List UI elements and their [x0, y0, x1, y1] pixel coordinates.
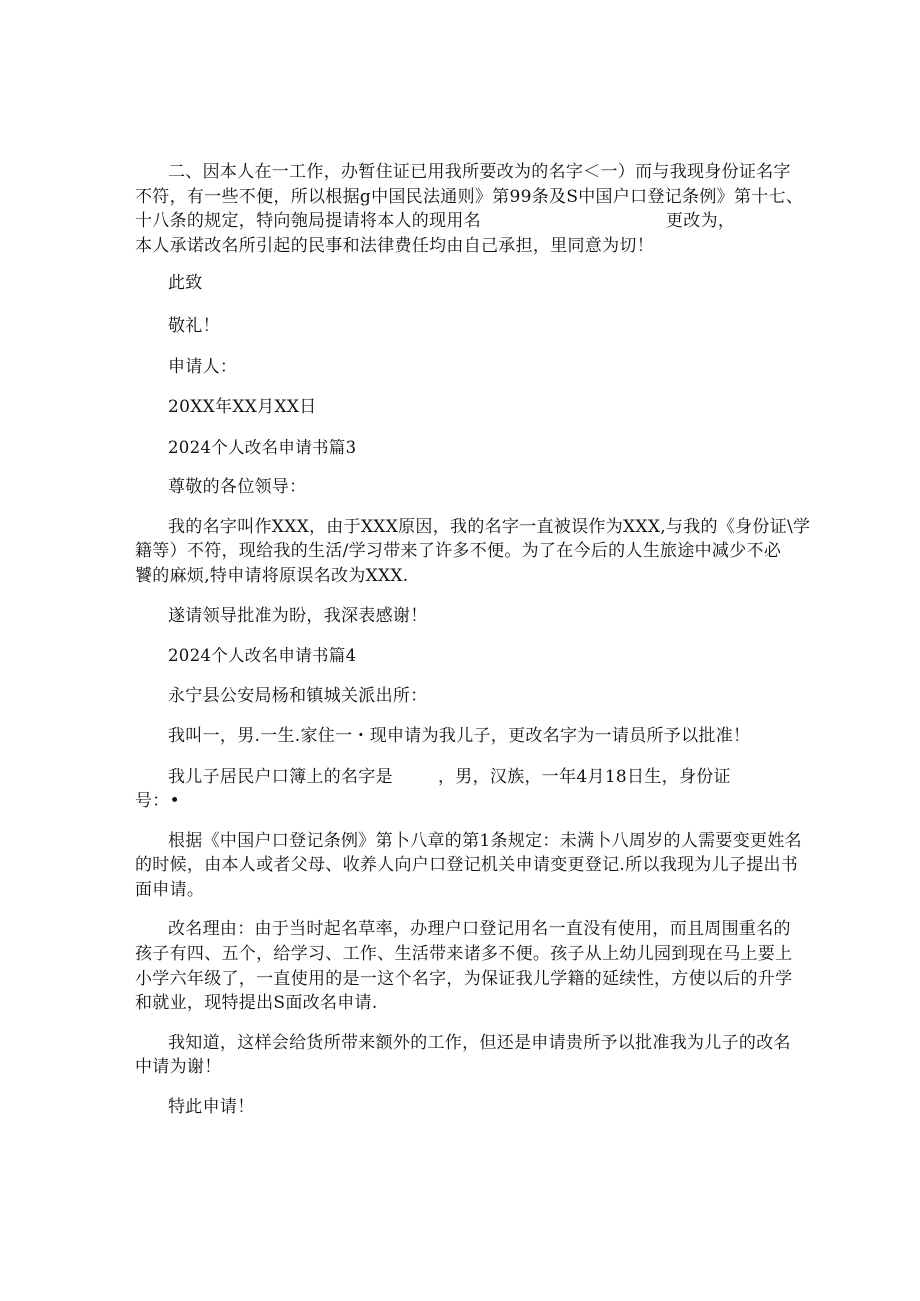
paragraph-line: 改名理由：由于当时起名草率，办理户口登记用名一直没有使用，而且周围重名的 [168, 919, 791, 939]
paragraph-line: 我叫一，男.一生.家住一・现申请为我儿子，更改名字为一请员所予以批准！ [168, 726, 751, 746]
paragraph-line: 十八条的规定，特向匏局提请将本人的现用名 [135, 211, 481, 231]
paragraph-line: 籍等）不符，现给我的生活/学习带来了许多不便。为了在今后的人生旅途中减少不必 [135, 541, 782, 561]
paragraph-line: 遂请领导批准为盼，我深表感谢！ [168, 606, 428, 626]
date-line: 20XX年XX月XX日 [168, 397, 317, 417]
paragraph-line: 小学六年级了，一直使用的是一这个名字，为保证我儿学籍的延续性，方使以后的升学 [135, 969, 793, 989]
paragraph-line: 根据《中国户口登记条例》第卜八章的第1条规定：未满卜八周岁的人需要变更姓名 [168, 831, 802, 851]
paragraph-line: 我儿子居民户口簿上的名字是 [168, 767, 393, 787]
paragraph-line: 本人承诺改名所引起的民事和法律费任均由自己承担，里同意为切！ [135, 236, 654, 256]
addressee: 永宁县公安局杨和镇城关派出所： [168, 686, 428, 706]
paragraph-line: 孩子有四、五个，给学习、工作、生活带来诸多不便。孩子从上幼儿园到现在马上要上 [135, 944, 793, 964]
closing-line: 特此申请！ [168, 1097, 255, 1117]
paragraph-line: ，男，汉族，一年4月18日生，身份证 [438, 767, 731, 787]
paragraph-line: 二、因本人在一工作，办暂住证已用我所要改为的名字＜一）而与我现身份证名字 [168, 162, 791, 182]
paragraph-line: 和就业，现特提出S面改名申请. [135, 993, 378, 1013]
paragraph-line: 号：• [135, 791, 180, 811]
paragraph-line: 我的名字叫作XXX，由于XXX原因，我的名字一直被误作为XXX,与我的《身份证\学 [168, 517, 811, 537]
paragraph-line: 面申请。 [135, 880, 205, 900]
paragraph-line: 更改为， [666, 211, 736, 231]
applicant-label: 申请人： [168, 357, 238, 377]
closing-respect: 敬礼！ [168, 316, 220, 336]
paragraph-line: 不符，有一些不便，所以根据g中国民法通则》第99条及S中国户口登记条例》第十七、 [135, 187, 804, 207]
section-heading: 2024个人改名申请书篇3 [168, 438, 357, 457]
greeting: 尊敬的各位领导： [168, 477, 307, 497]
paragraph-line: 饕的麻烦,特申请将原误名改为XXX. [135, 566, 409, 586]
section-heading: 2024个人改名申请书篇4 [168, 646, 357, 665]
paragraph-line: 的时候，由本人或者父母、收养人向户口登记机关申请变更登记.所以我现为儿子提出书 [135, 855, 799, 875]
closing-salutation: 此致 [168, 273, 203, 293]
paragraph-line: 中请为谢！ [135, 1057, 222, 1077]
paragraph-line: 我知道，这样会给货所带来额外的工作，但还是申请贵所予以批准我为儿子的改名 [168, 1033, 791, 1053]
